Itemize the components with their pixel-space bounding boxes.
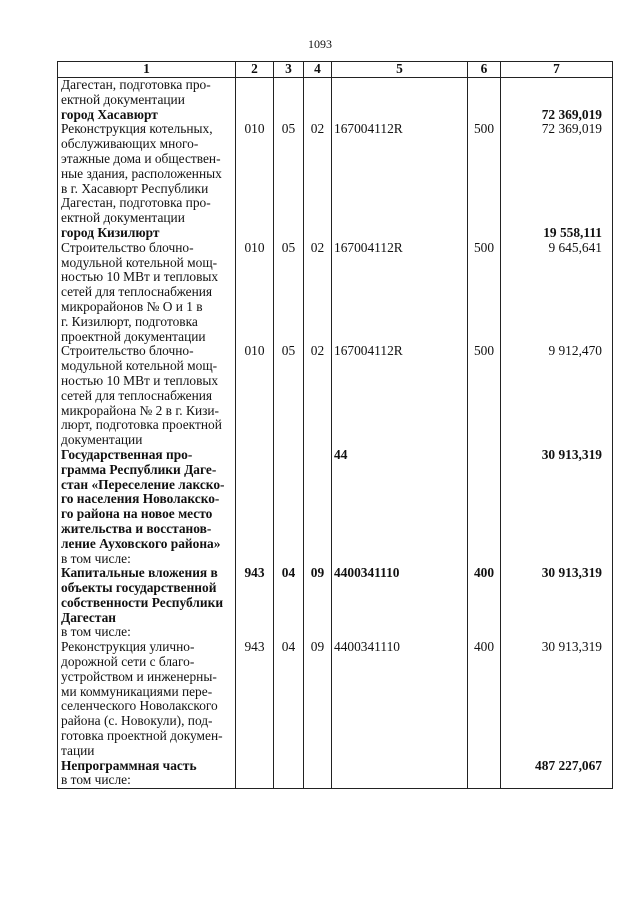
row-amount: 487 227,067	[501, 759, 613, 774]
row-amount: 72 369,019	[501, 122, 613, 226]
row-code-subsection: 09	[304, 566, 332, 625]
row-code-expense-type	[468, 552, 501, 567]
row-amount: 72 369,019	[501, 108, 613, 123]
row-code-ministry: 010	[236, 241, 274, 345]
row-code-section	[274, 226, 304, 241]
row-amount	[501, 773, 613, 788]
row-description: Непрограммная часть	[58, 759, 236, 774]
row-code-ministry	[236, 226, 274, 241]
row-code-subsection	[304, 226, 332, 241]
row-code-article	[332, 108, 468, 123]
row-code-ministry: 943	[236, 566, 274, 625]
table-row	[58, 448, 613, 552]
row-code-article: 167004112R	[332, 241, 468, 345]
row-code-expense-type	[468, 108, 501, 123]
row-code-expense-type	[468, 78, 501, 108]
row-code-article: 4400341110	[332, 566, 468, 625]
row-description: Реконструкция котельных, обслуживающих много- этажные дома и обществен- ные здания, расположенных в г. Хасавюрт Республики Дагестан, подготовка про- ектной документации	[58, 122, 236, 226]
row-code-section	[274, 759, 304, 774]
row-code-section: 05	[274, 122, 304, 226]
row-code-section: 04	[274, 640, 304, 758]
column-header: 7	[501, 62, 613, 78]
row-amount: 30 913,319	[501, 448, 613, 552]
row-description: в том числе:	[58, 552, 236, 567]
row-code-ministry	[236, 448, 274, 552]
row-code-section: 04	[274, 566, 304, 625]
row-description: Дагестан, подготовка про- ектной документации	[58, 78, 236, 108]
row-code-subsection	[304, 625, 332, 640]
row-code-ministry: 943	[236, 640, 274, 758]
row-code-section	[274, 625, 304, 640]
row-code-article: 167004112R	[332, 344, 468, 448]
column-header: 3	[274, 62, 304, 78]
row-code-subsection	[304, 78, 332, 108]
row-code-article	[332, 552, 468, 567]
row-code-ministry	[236, 552, 274, 567]
row-amount: 9 912,470	[501, 344, 613, 448]
table-body	[58, 62, 613, 789]
row-code-expense-type: 500	[468, 122, 501, 226]
row-description: в том числе:	[58, 773, 236, 788]
table-row	[58, 226, 613, 241]
row-code-article	[332, 625, 468, 640]
table-row	[58, 122, 613, 226]
column-header: 2	[236, 62, 274, 78]
row-description: в том числе:	[58, 625, 236, 640]
row-code-article	[332, 773, 468, 788]
row-code-expense-type: 500	[468, 241, 501, 345]
row-description: Капитальные вложения в объекты государственной собственности Республики Дагестан	[58, 566, 236, 625]
table-row	[58, 78, 613, 108]
row-code-ministry: 010	[236, 122, 274, 226]
row-code-section	[274, 108, 304, 123]
row-code-subsection: 02	[304, 344, 332, 448]
row-description: Строительство блочно- модульной котельной мощ- ностью 10 МВт и тепловых сетей для теплоснабжения микрорайонов № О и 1 в г. Кизилюрт, подготовка проектной документации	[58, 241, 236, 345]
row-code-expense-type	[468, 773, 501, 788]
table-row	[58, 759, 613, 774]
row-code-subsection: 02	[304, 241, 332, 345]
row-description: город Хасавюрт	[58, 108, 236, 123]
row-code-expense-type	[468, 226, 501, 241]
column-header: 4	[304, 62, 332, 78]
table-row	[58, 108, 613, 123]
row-code-section	[274, 78, 304, 108]
row-description: Государственная про- грамма Республики Даге- стан «Переселение лакско- го населения Новолакско- го района на новое место жительства и восстанов- ление Ауховского района»	[58, 448, 236, 552]
row-code-article: 44	[332, 448, 468, 552]
row-code-ministry	[236, 78, 274, 108]
column-header: 5	[332, 62, 468, 78]
table-row	[58, 241, 613, 345]
row-code-ministry	[236, 773, 274, 788]
row-code-expense-type: 400	[468, 640, 501, 758]
row-code-section	[274, 552, 304, 567]
row-amount	[501, 552, 613, 567]
table-row	[58, 640, 613, 758]
row-code-expense-type: 400	[468, 566, 501, 625]
row-code-expense-type	[468, 448, 501, 552]
row-code-subsection	[304, 552, 332, 567]
row-code-ministry	[236, 108, 274, 123]
row-code-subsection: 02	[304, 122, 332, 226]
page-number: 1093	[308, 37, 332, 51]
row-code-article: 4400341110	[332, 640, 468, 758]
row-code-expense-type	[468, 759, 501, 774]
row-amount: 30 913,319	[501, 640, 613, 758]
table-row	[58, 344, 613, 448]
row-code-expense-type: 500	[468, 344, 501, 448]
row-code-section	[274, 448, 304, 552]
row-description: Строительство блочно- модульной котельной мощ- ностью 10 МВт и тепловых сетей для теплоснабжения микрорайона № 2 в г. Кизи- люрт, подготовка проектной документации	[58, 344, 236, 448]
table-row	[58, 625, 613, 640]
column-header: 1	[58, 62, 236, 78]
row-amount: 19 558,111	[501, 226, 613, 241]
row-code-article	[332, 226, 468, 241]
table-row	[58, 566, 613, 625]
column-header: 6	[468, 62, 501, 78]
row-amount	[501, 78, 613, 108]
row-code-expense-type	[468, 625, 501, 640]
row-code-section: 05	[274, 241, 304, 345]
budget-table	[57, 61, 613, 789]
row-code-article	[332, 759, 468, 774]
row-code-subsection	[304, 448, 332, 552]
header-row	[58, 62, 613, 78]
row-code-subsection	[304, 773, 332, 788]
row-description: город Кизилюрт	[58, 226, 236, 241]
row-code-subsection	[304, 759, 332, 774]
row-code-section	[274, 773, 304, 788]
row-code-subsection: 09	[304, 640, 332, 758]
row-code-ministry	[236, 625, 274, 640]
row-code-article	[332, 78, 468, 108]
row-code-section: 05	[274, 344, 304, 448]
row-amount: 9 645,641	[501, 241, 613, 345]
table-row	[58, 773, 613, 788]
row-code-subsection	[304, 108, 332, 123]
table-row	[58, 552, 613, 567]
row-amount: 30 913,319	[501, 566, 613, 625]
row-code-article: 167004112R	[332, 122, 468, 226]
row-amount	[501, 625, 613, 640]
row-description: Реконструкция улично- дорожной сети с благо- устройством и инженерны- ми коммуникациями пере- селенческого Новолакского района (с. Новокули), под- готовка проектной докумен- тации	[58, 640, 236, 758]
row-code-ministry	[236, 759, 274, 774]
row-code-ministry: 010	[236, 344, 274, 448]
